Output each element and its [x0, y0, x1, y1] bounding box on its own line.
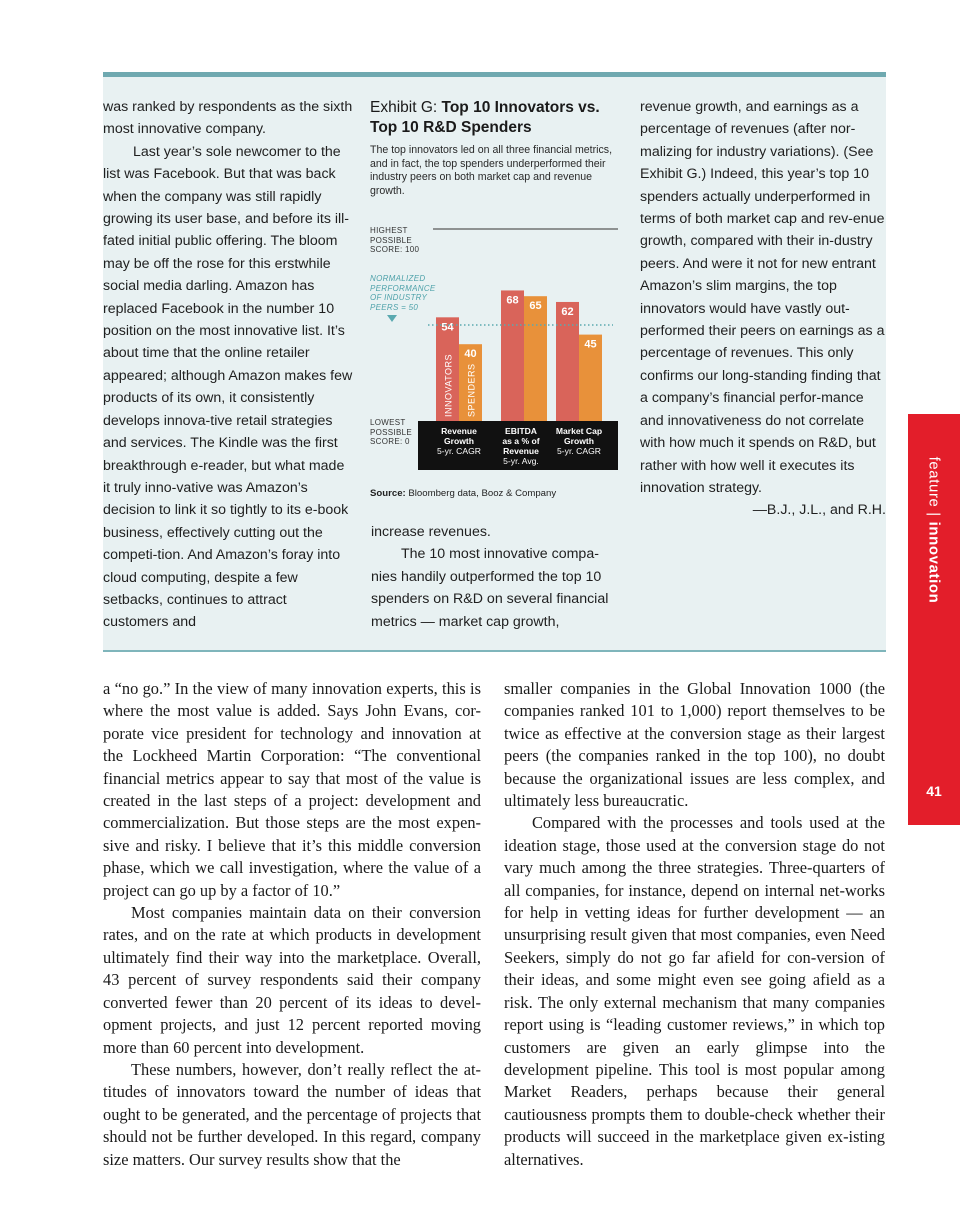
body-right-column [504, 678, 885, 1171]
section-tab-feature: feature [925, 456, 943, 508]
normalized-line-2: PERFORMANCE [370, 283, 436, 293]
sidebar-left-column [103, 96, 355, 634]
series-label: INNOVATORS [443, 353, 454, 417]
sidebar-signature: —B.J., J.L., and R.H. [752, 502, 886, 519]
series-label: SPENDERS [466, 363, 477, 417]
body-left-paragraph-3: These numbers, however, don’t really reflect the at-titudes of innovators toward the number of ideas that ought to be generated, and the percentage of projects that should not be further developed. In this regard, company size matters. Our survey results show that the [103, 1059, 481, 1169]
chart-plot [370, 220, 620, 480]
category-label-3: 5-yr. CAGR [557, 446, 601, 456]
sidebar-left-paragraph-1: was ranked by respondents as the sixth most innovative company. [103, 99, 353, 138]
section-tab-label [926, 457, 943, 604]
exhibit-title-text: Top 10 Innovators vs. Top 10 R&D Spenders [370, 99, 600, 136]
bar-value-label: 62 [561, 305, 574, 318]
category-label-2: as a % of [502, 436, 540, 446]
body-left-paragraph-2: Most companies maintain data on their conversion rates, and on the rate at which products in development ultimately find their way into the marketplace. Overall, 43 percent of survey respondents said their company converted fewer than 20 percent of its ideas to devel-opment projects, and just 12 percent reported moving more than 60 percent into development. [103, 903, 481, 1057]
lowest-line-2: POSSIBLE [370, 427, 412, 437]
exhibit-label: Exhibit G: [370, 99, 438, 116]
bar-value-label: 40 [464, 348, 477, 361]
bar-value-label: 65 [529, 300, 542, 313]
source-text: Bloomberg data, Booz & Company [408, 488, 557, 499]
sidebar-left-paragraph-2: Last year’s sole newcomer to the list was Facebook. But that was back when the company was still rapidly growing its user base, and before its ill-fated initial public offering. The bloom may be off the rose for this erstwhile social media darling. Amazon has replaced Facebook in the number 10 position on the most innovative list. It’s about time that the online retailer appeared; although Amazon makes few products of its own, it consistently develops innova-tive retail strategies and services. The Kindle was the first breakthrough e-reader, but what made it truly inno-vative was Amazon’s decision to link it so tightly to its e-book business, effectively cutting out the competi-tion. And Amazon’s foray into cloud computing, despite a few setbacks, continues to attract customers and [103, 143, 353, 631]
body-right-paragraph-1: smaller companies in the Global Innovation 1000 (the companies ranked 101 to 1,000) report themselves to be twice as effective at the conversion stage as their largest peers (the companies ranked in the top 100), no doubt because the organizational issues are less complex, and ultimately less bureaucratic. [504, 679, 885, 811]
body-left-paragraph-1: a “no go.” In the view of many innovation experts, this is where the most value is added. Says John Evans, cor-porate vice president for technology and innovation at the Lockheed Martin Corporation: “The conventional financial metrics appear to say that most of the value is created in the last steps of a project: development and commercialization. But those steps are the most expen-sive and risky. I believe that it’s this middle conversion phase, which we call investigation, where the value of a project can go up by a factor of 10.” [103, 679, 481, 900]
normalized-line-1: NORMALIZED [370, 274, 426, 283]
exhibit-chart [370, 220, 620, 480]
normalized-line-3: OF INDUSTRY [370, 293, 428, 302]
bar-value-label: 45 [584, 338, 597, 351]
sidebar-mid-paragraph-2: The 10 most innovative compa-nies handily outperformed the top 10 spenders on R&D on several financial metrics — market cap growth, [371, 546, 609, 630]
lowest-line-3: SCORE: 0 [370, 437, 410, 446]
bar-spenders-2 [524, 296, 547, 421]
bar-value-label: 68 [506, 294, 519, 307]
sidebar-right-paragraph-1: revenue growth, and earnings as a percentage of revenues (after nor-malizing for industry variations). (See Exhibit G.) Indeed, this year’s top 10 spenders actually underperformed in terms of both market cap and rev-enue growth, compared with their in-dustry peers. And were it not for new entrant Amazon’s slim margins, the top innovators would have vastly out-performed their peers on earnings as a percentage of revenues. This only confirms our long-standing finding that a company’s financial perfor-mance and innovativeness do not correlate with how much it spends on R&D, but rather with how well it executes its innovation strategy. [640, 99, 885, 496]
category-label-3: Market Cap [555, 426, 603, 436]
normalized-line-4: PEERS = 50 [370, 302, 419, 312]
section-tab-innovation: innovation [925, 521, 943, 604]
page-number: 41 [926, 783, 942, 799]
body-left-column [103, 678, 481, 1171]
highest-line-2: POSSIBLE [370, 235, 412, 245]
category-label-3: Growth [563, 436, 595, 446]
highest-line-1: HIGHEST [370, 226, 408, 235]
sidebar-mid-paragraph-1: increase revenues. [371, 524, 491, 540]
category-label-2: 5-yr. Avg. [503, 456, 539, 466]
bar-value-label: 54 [441, 321, 454, 334]
highest-line-3: SCORE: 100 [370, 245, 420, 254]
bar-innovators-2 [501, 290, 524, 421]
lowest-line-1: LOWEST [370, 418, 406, 427]
category-label-1: Growth [443, 436, 475, 446]
reference-arrow-icon [387, 315, 397, 322]
exhibit-source [370, 488, 556, 499]
exhibit-description: The top innovators led on all three financial metrics, and in fact, the top spenders underperformed their industry peers on both market cap and revenue growth. [370, 144, 613, 197]
sidebar-mid-column [371, 521, 621, 633]
body-right-paragraph-2: Compared with the processes and tools used at the ideation stage, those used at the conversion stage do not vary much among the three strategies. Three-quarters of all companies, for instance, depend on internal net-works for help in vetting ideas for further development — an unsurprising result given that most companies, even Need Seekers, simply do not go far afield for con-version of their ideas, and some might even see going afield as a risk. The only external mechanism that many companies report using is “leading customer reviews,” in which top customers are given an early glimpse into the development pipeline. This tool is most popular among Market Readers, perhaps because their general cautiousness prompts them to double-check whether their products will succeed in the marketplace given ex-isting alternatives. [504, 813, 885, 1169]
sidebar-right-column [640, 96, 886, 522]
section-tab-separator: | [925, 512, 943, 517]
bar-innovators-3 [556, 302, 579, 421]
exhibit-title [370, 98, 620, 138]
category-label-2: EBITDA [505, 426, 537, 436]
category-label-1: Revenue [441, 426, 477, 436]
category-label-1: 5-yr. CAGR [437, 446, 481, 456]
category-label-2: Revenue [503, 446, 539, 456]
exhibit-header [370, 98, 620, 198]
source-label: Source: [370, 488, 406, 499]
